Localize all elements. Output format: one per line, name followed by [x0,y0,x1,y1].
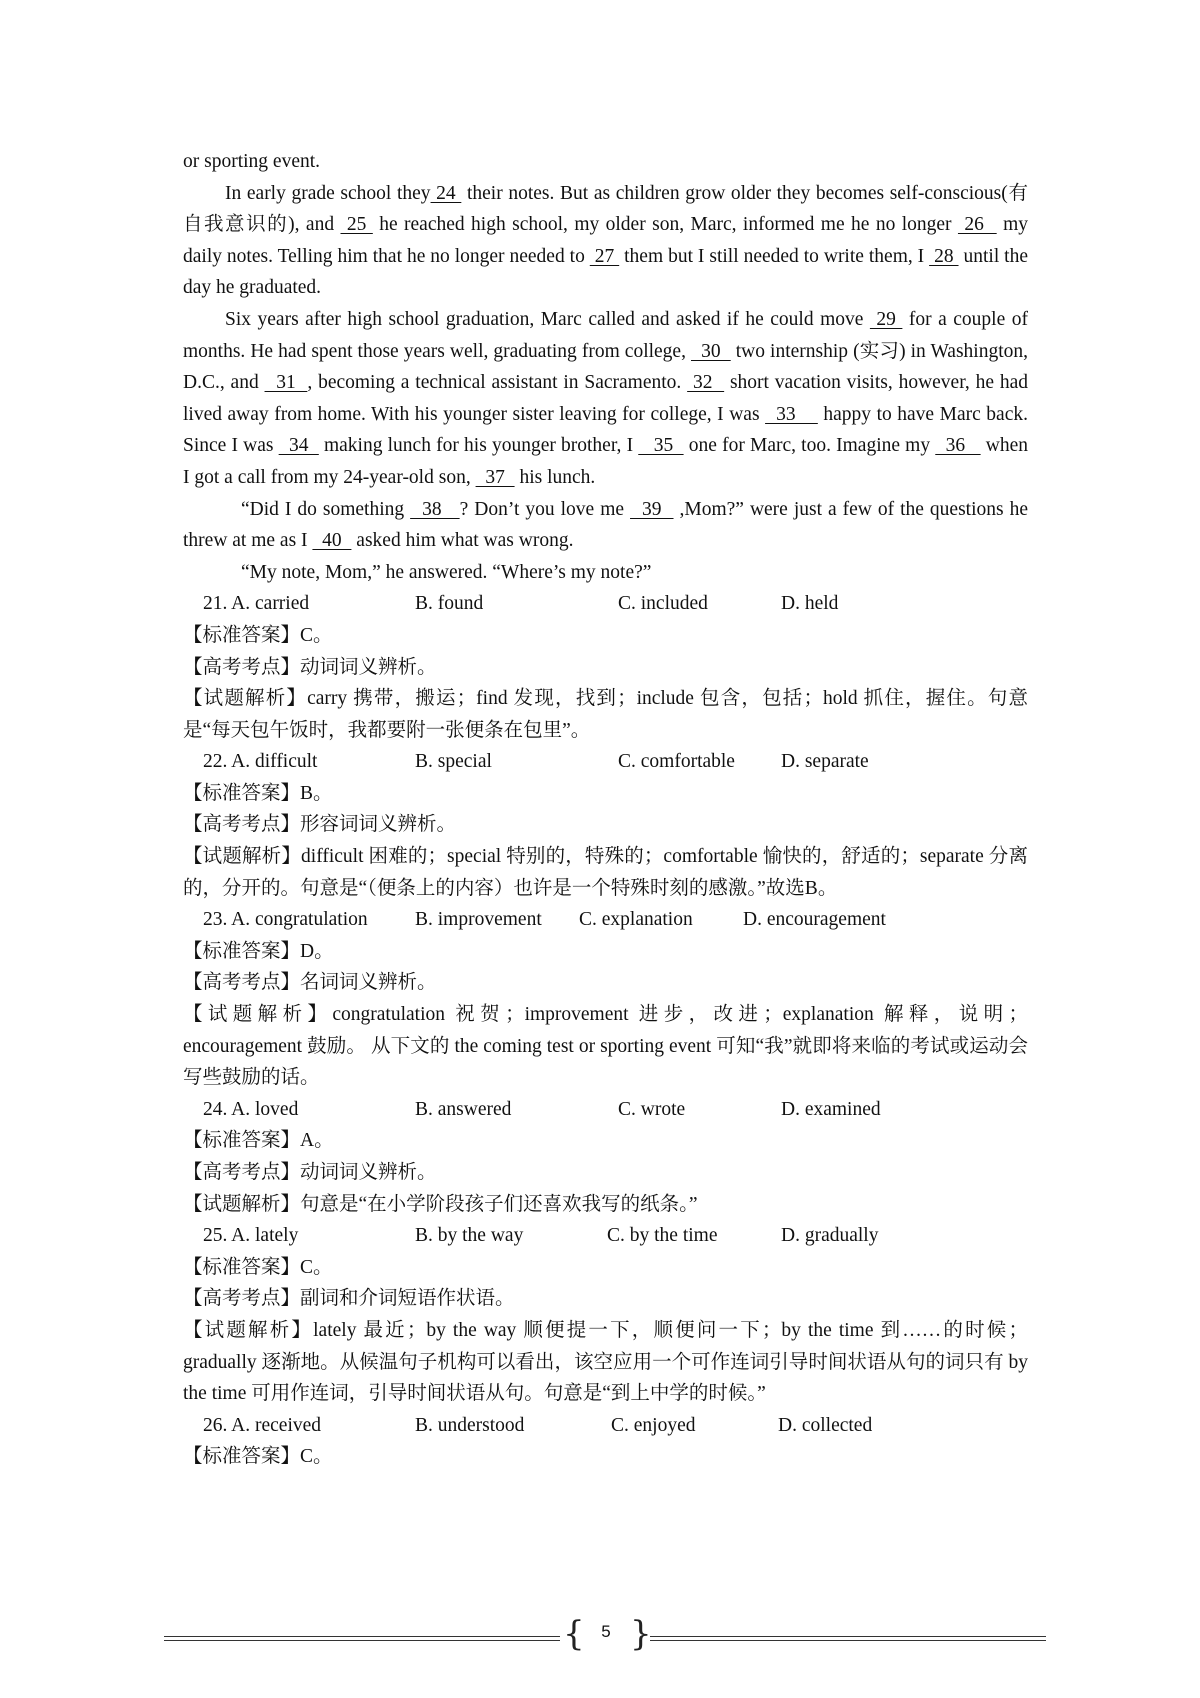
option-d: D. gradually [781,1225,879,1247]
page-footer [0,1612,1200,1662]
question-21-options [183,588,1028,620]
option-d: D. separate [781,751,869,773]
option-b: B. by the way [415,1225,524,1247]
analysis-24: 【试题解析】句意是“在小学阶段孩子们还喜欢我写的纸条。” [183,1193,698,1215]
option-b: B. answered [415,1098,512,1120]
question-22-options [183,746,1028,778]
analysis-22: 【试题解析】difficult 困难的；special 特别的，特殊的；comfortable 愉快的，舒适的；separate 分离的，分开的。句意是“（便条上的内容）也许是一个特殊时刻的感激。”故选B。 [183,846,1028,899]
option-c: C. by the time [607,1225,718,1247]
analysis-25: 【试题解析】lately 最近；by the way 顺便提一下，顺便问一下；by the time 到……的时候；gradually 逐渐地。从候温句子机构可以看出，该空应用一个可作连词引导时间状语从句的词只有 by the time 可用作连词，引导时间状语从句。句意是“到上中学的时候。” [183,1319,1028,1405]
option-c: C. explanation [579,909,693,931]
option-b: B. improvement [415,909,542,931]
answer-23: 【标准答案】D。 [183,940,334,962]
option-d: D. encouragement [743,909,886,931]
option-a: 22. A. difficult [203,751,318,773]
question-23-options [183,904,1028,936]
question-25-options [183,1220,1028,1252]
page-number: 5 [601,1622,611,1641]
passage-paragraph-4: “My note, Mom,” he answered. “Where’s my note?” [241,561,652,583]
option-b: B. understood [415,1414,525,1436]
option-c: C. comfortable [618,751,735,773]
footer-brace-right: } [630,1614,652,1654]
passage-paragraph-2: Six years after high school graduation, Marc called and asked if he could move 29 for a couple of months. He had spent those years well, graduating from college, 30 two internship (实习) in Washington, D.C., and 31 , becoming a technical assistant in Sacramento. 32 short vacation visits, however, he had lived away from home. With his younger sister leaving for college, I was 33 happy to have Marc back. Since I was 34 making lunch for his younger brother, I 35 one for Marc, too. Imagine my 36 when I got a call from my 24-year-old son, 37 his lunch. [183,308,1029,488]
point-21: 【高考考点】动词词义辨析。 [183,656,437,678]
answer-25: 【标准答案】C。 [183,1256,333,1278]
footer-rule-right [650,1636,1046,1641]
option-d: D. held [781,593,839,615]
page-content [183,146,1028,1473]
question-26-options [183,1410,1028,1442]
answer-26: 【标准答案】C。 [183,1446,333,1468]
passage-paragraph-1: In early grade school they 24 their notes. But as children grow older they becomes self-conscious(有自我意识的), and 25 he reached high school, my older son, Marc, informed me he no longer 26 my daily notes. Telling him that he no longer needed to 27 them but I still needed to write them, I 28 until the day he graduated. [183,182,1029,299]
point-25: 【高考考点】副词和介词短语作状语。 [183,1288,515,1310]
analysis-21: 【试题解析】carry 携带，搬运；find 发现，找到；include 包含，包括；hold 抓住，握住。句意是“每天包午饭时，我都要附一张便条在包里”。 [183,688,1028,741]
answer-21: 【标准答案】C。 [183,624,333,646]
option-c: C. wrote [618,1098,686,1120]
question-24-options [183,1094,1028,1126]
point-23: 【高考考点】名词词义辨析。 [183,972,437,994]
point-24: 【高考考点】动词词义辨析。 [183,1162,437,1183]
answer-24: 【标准答案】A。 [183,1130,334,1152]
option-a: 23. A. congratulation [203,909,368,931]
analysis-23: 【试题解析】congratulation 祝贺；improvement 进步，改进；explanation 解释，说明；encouragement 鼓励。 从下文的 the coming test or sporting event 可知“我”就即将来临的考试或运动会写些鼓励的话。 [183,1004,1028,1089]
option-a: 21. A. carried [203,593,310,615]
option-a: 26. A. received [203,1414,322,1436]
option-a: 24. A. loved [203,1098,299,1120]
point-22: 【高考考点】形容词词义辨析。 [183,814,457,836]
footer-rule-left [164,1636,560,1641]
option-d: D. collected [778,1414,873,1436]
option-c: C. enjoyed [611,1414,696,1436]
passage-paragraph-3: “Did I do something 38 ? Don’t you love me 39 ,Mom?” were just a few of the questions he threw at me as I 40 asked him what was wrong. [183,498,1028,552]
option-a: 25. A. lately [203,1225,299,1247]
option-d: D. examined [781,1098,881,1120]
footer-brace-left: { [563,1614,585,1654]
answer-22: 【标准答案】B。 [183,782,333,804]
passage-line0: or sporting event. [183,151,321,172]
option-b: B. special [415,751,492,773]
option-c: C. included [618,593,708,615]
option-b: B. found [415,593,484,615]
